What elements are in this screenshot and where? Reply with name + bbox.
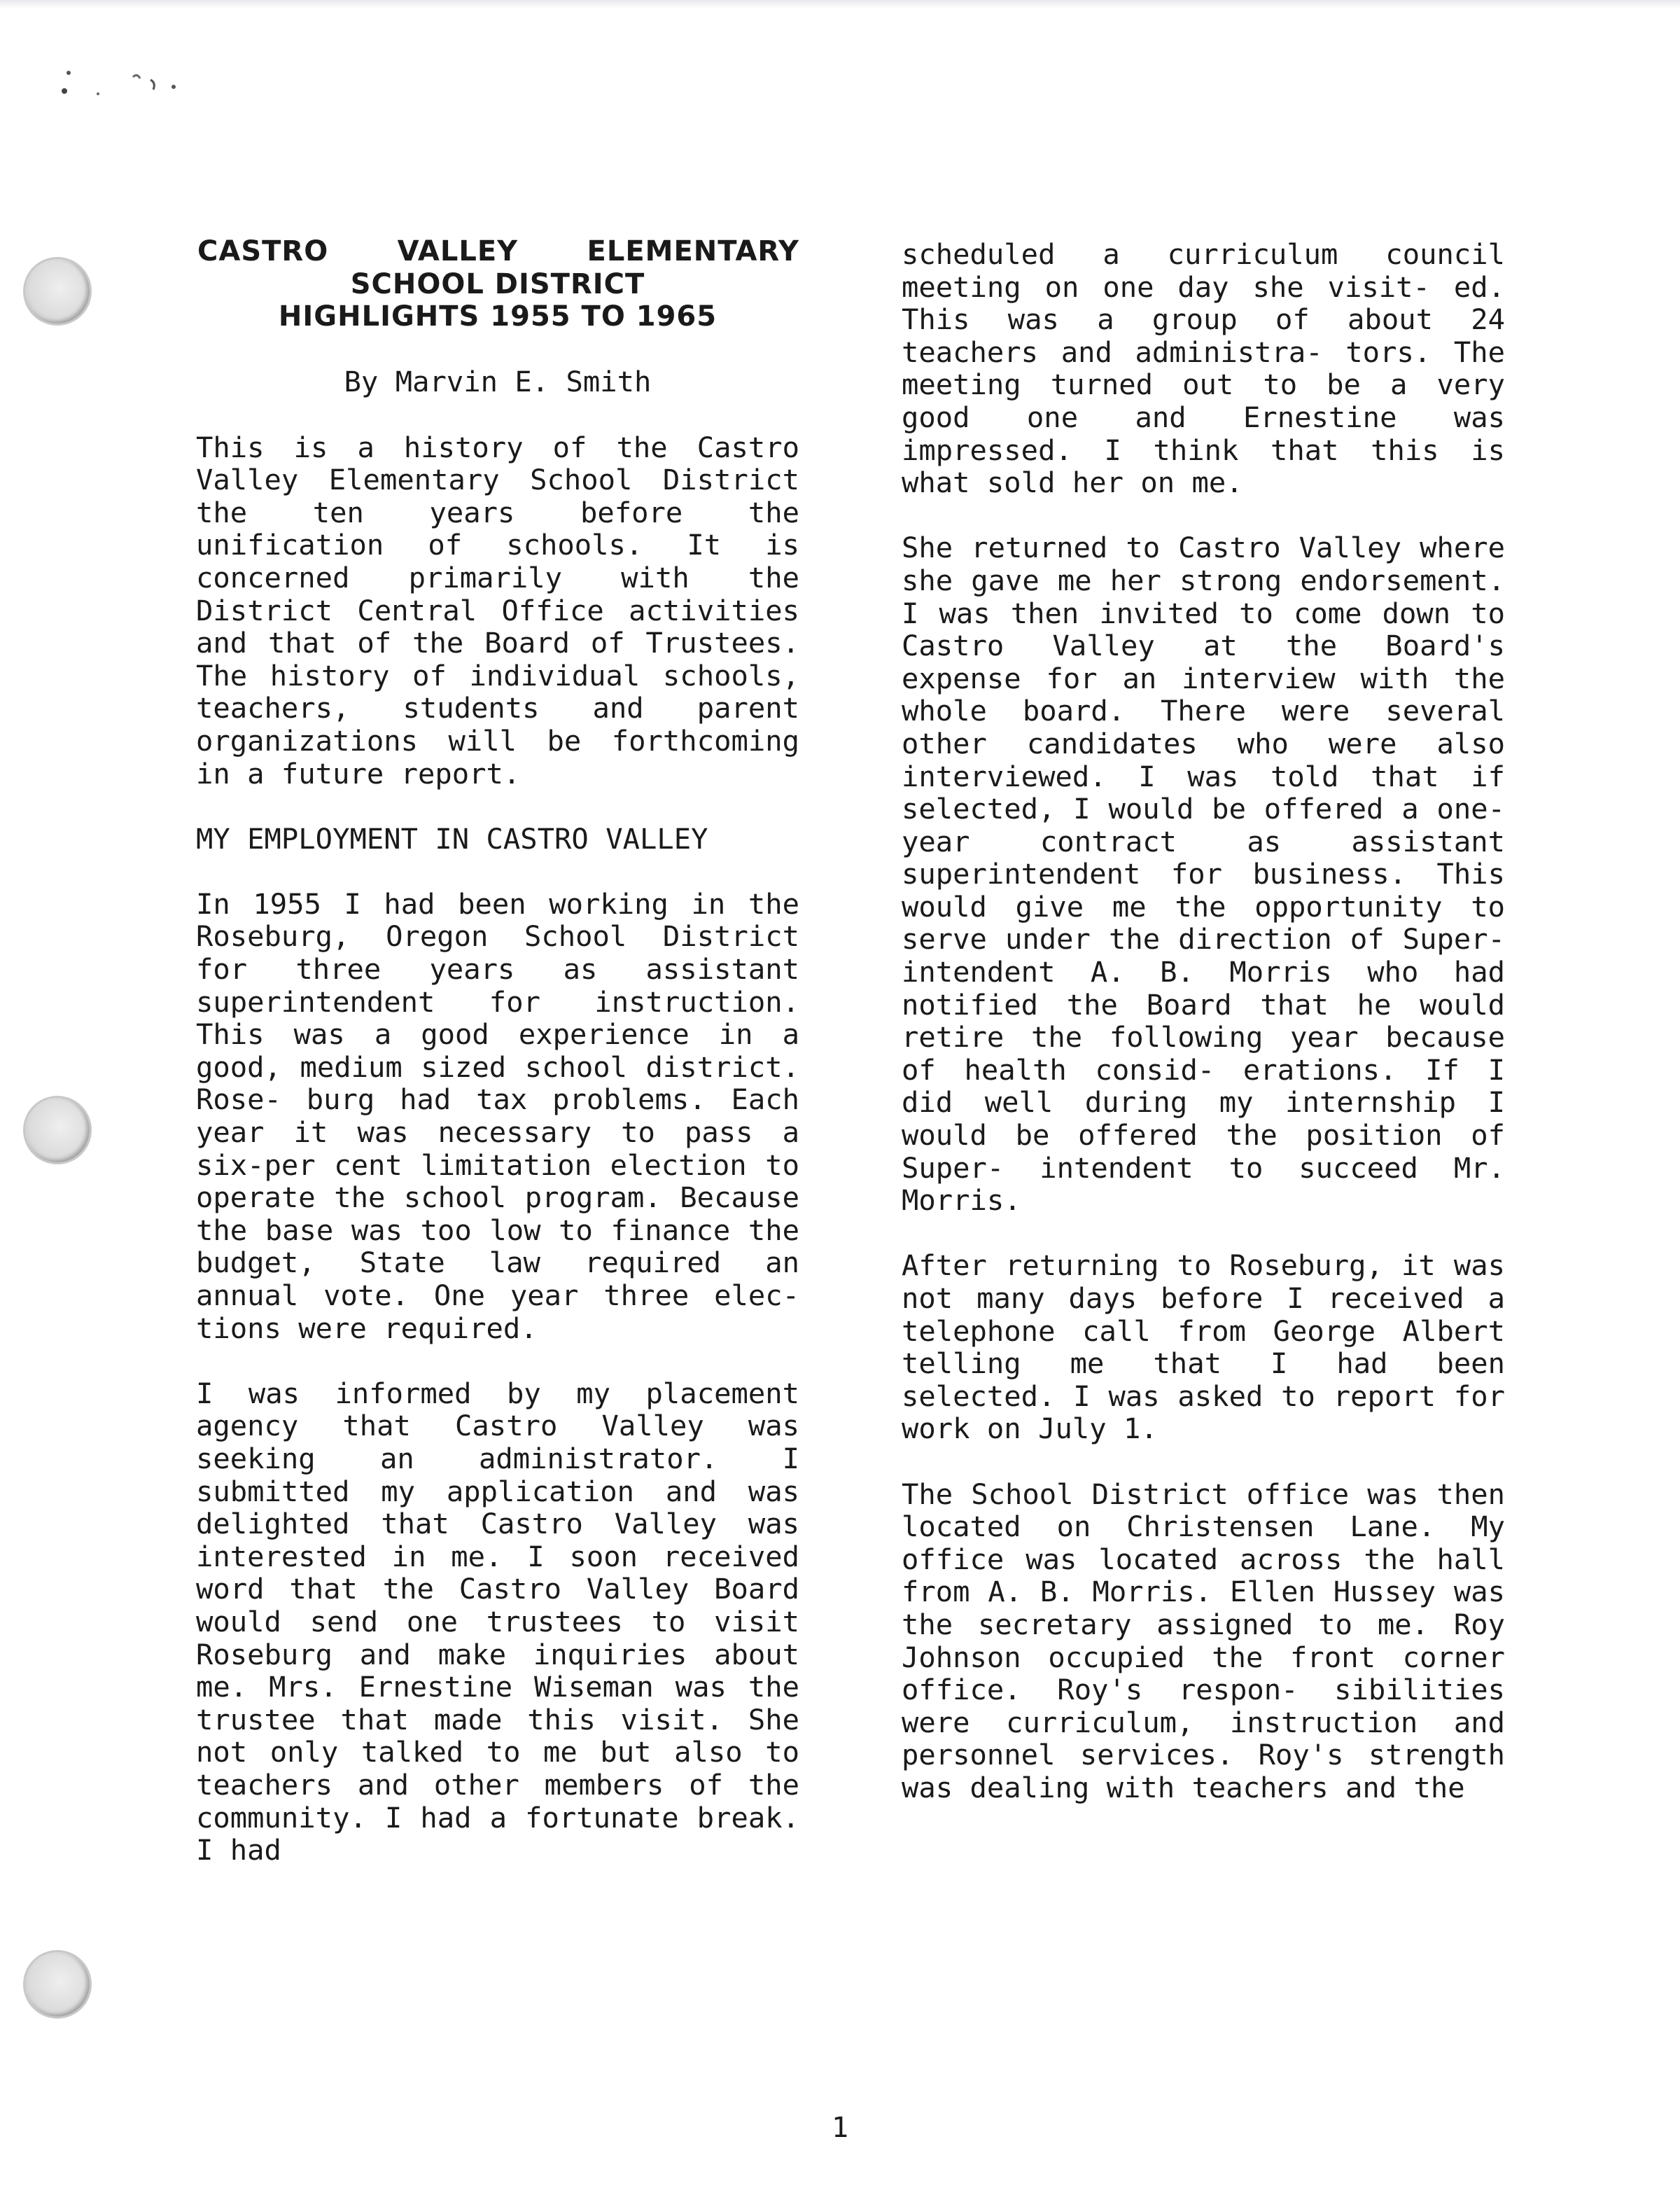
title-word-2: VALLEY: [397, 235, 519, 267]
right-column: [902, 238, 1505, 1837]
title-word-3: ELEMENTARY: [587, 235, 799, 267]
page-number: 1: [831, 2112, 849, 2144]
intro-paragraph: This is a history of the Castro Valley Elementary School District the ten years before the unification of schools. It is concerned primarily with the District Central Office activities and that of the Board of Trustees. The history of individual schools, teachers, students and parent organizations will be forthcoming in a future report.: [196, 430, 799, 791]
title-line-1: [196, 235, 799, 268]
paragraph-3: She returned to Castro Valley where she gave me her strong endorsement. I was then invited to come down to Castro Valley at the Board's expense for an interview with the whole board. There were several other candidates who were also interviewed. I was told that if selected, I would be offered a one-year contract as assistant superintendent for business. This would give me the opportunity to serve under the direction of Super- intendent A. B. Morris who had notified the Board that he would retire the following year because of health consid- erations. If I did well during my internship I would be offered the position of Super- intendent to succeed Mr. Morris.: [902, 531, 1505, 1218]
title-line-2: SCHOOL DISTRICT: [350, 267, 645, 300]
paragraph-4: After returning to Roseburg, it was not many days before I received a telephone call from George Albert telling me that I had been selected. I was asked to report for work on July 1.: [902, 1248, 1505, 1446]
binder-hole-middle: [25, 1098, 90, 1162]
byline: By Marvin E. Smith: [344, 365, 652, 399]
left-column: [196, 235, 799, 1899]
section-heading: MY EMPLOYMENT IN CASTRO VALLEY: [196, 821, 708, 856]
page-top-edge: [0, 0, 1680, 8]
paragraph-5: The School District office was then located on Christensen Lane. My office was located across the hall from A. B. Morris. Ellen Hussey was the secretary assigned to me. Roy Johnson occupied the front corner office. Roy's respon- sibilities were curriculum, instruction and personnel services. Roy's strength was dealing with teachers and the: [902, 1477, 1505, 1804]
title-line-3: HIGHLIGHTS 1955 TO 1965: [278, 300, 718, 333]
paragraph-2-continued: scheduled a curriculum council meeting on one day she visit- ed. This was a group of about 24 teachers and administra- tors. The meeting turned out to be a very good one and Ernestine was impressed. I think that this is what sold her on me.: [902, 237, 1505, 500]
binder-hole-top: [25, 259, 90, 323]
paragraph-1: In 1955 I had been working in the Roseburg, Oregon School District for three years as assistant superintendent for instruction. This was a good experience in a good, medium sized school district. Rose- burg had tax problems. Each year it was necessary to pass a six-per cent limitation election to operate the school program. Because the base was too low to finance the budget, State law required an annual vote. One year three elec- tions were required.: [196, 886, 799, 1345]
title-word-1: CASTRO: [197, 235, 329, 267]
paragraph-2: I was informed by my placement agency that Castro Valley was seeking an administrator. I submitted my application and was delighted that Castro Valley was interested in me. I soon received word that the Castro Valley Board would send one trustees to visit Roseburg and make inquiries about me. Mrs. Ernestine Wiseman was the trustee that made this visit. She not only talked to me but also to teachers and other members of the community. I had a fortunate break. I had: [196, 1376, 799, 1867]
document-title: [196, 235, 799, 333]
binder-hole-bottom: [25, 1952, 90, 2017]
scan-specks: [56, 63, 196, 105]
